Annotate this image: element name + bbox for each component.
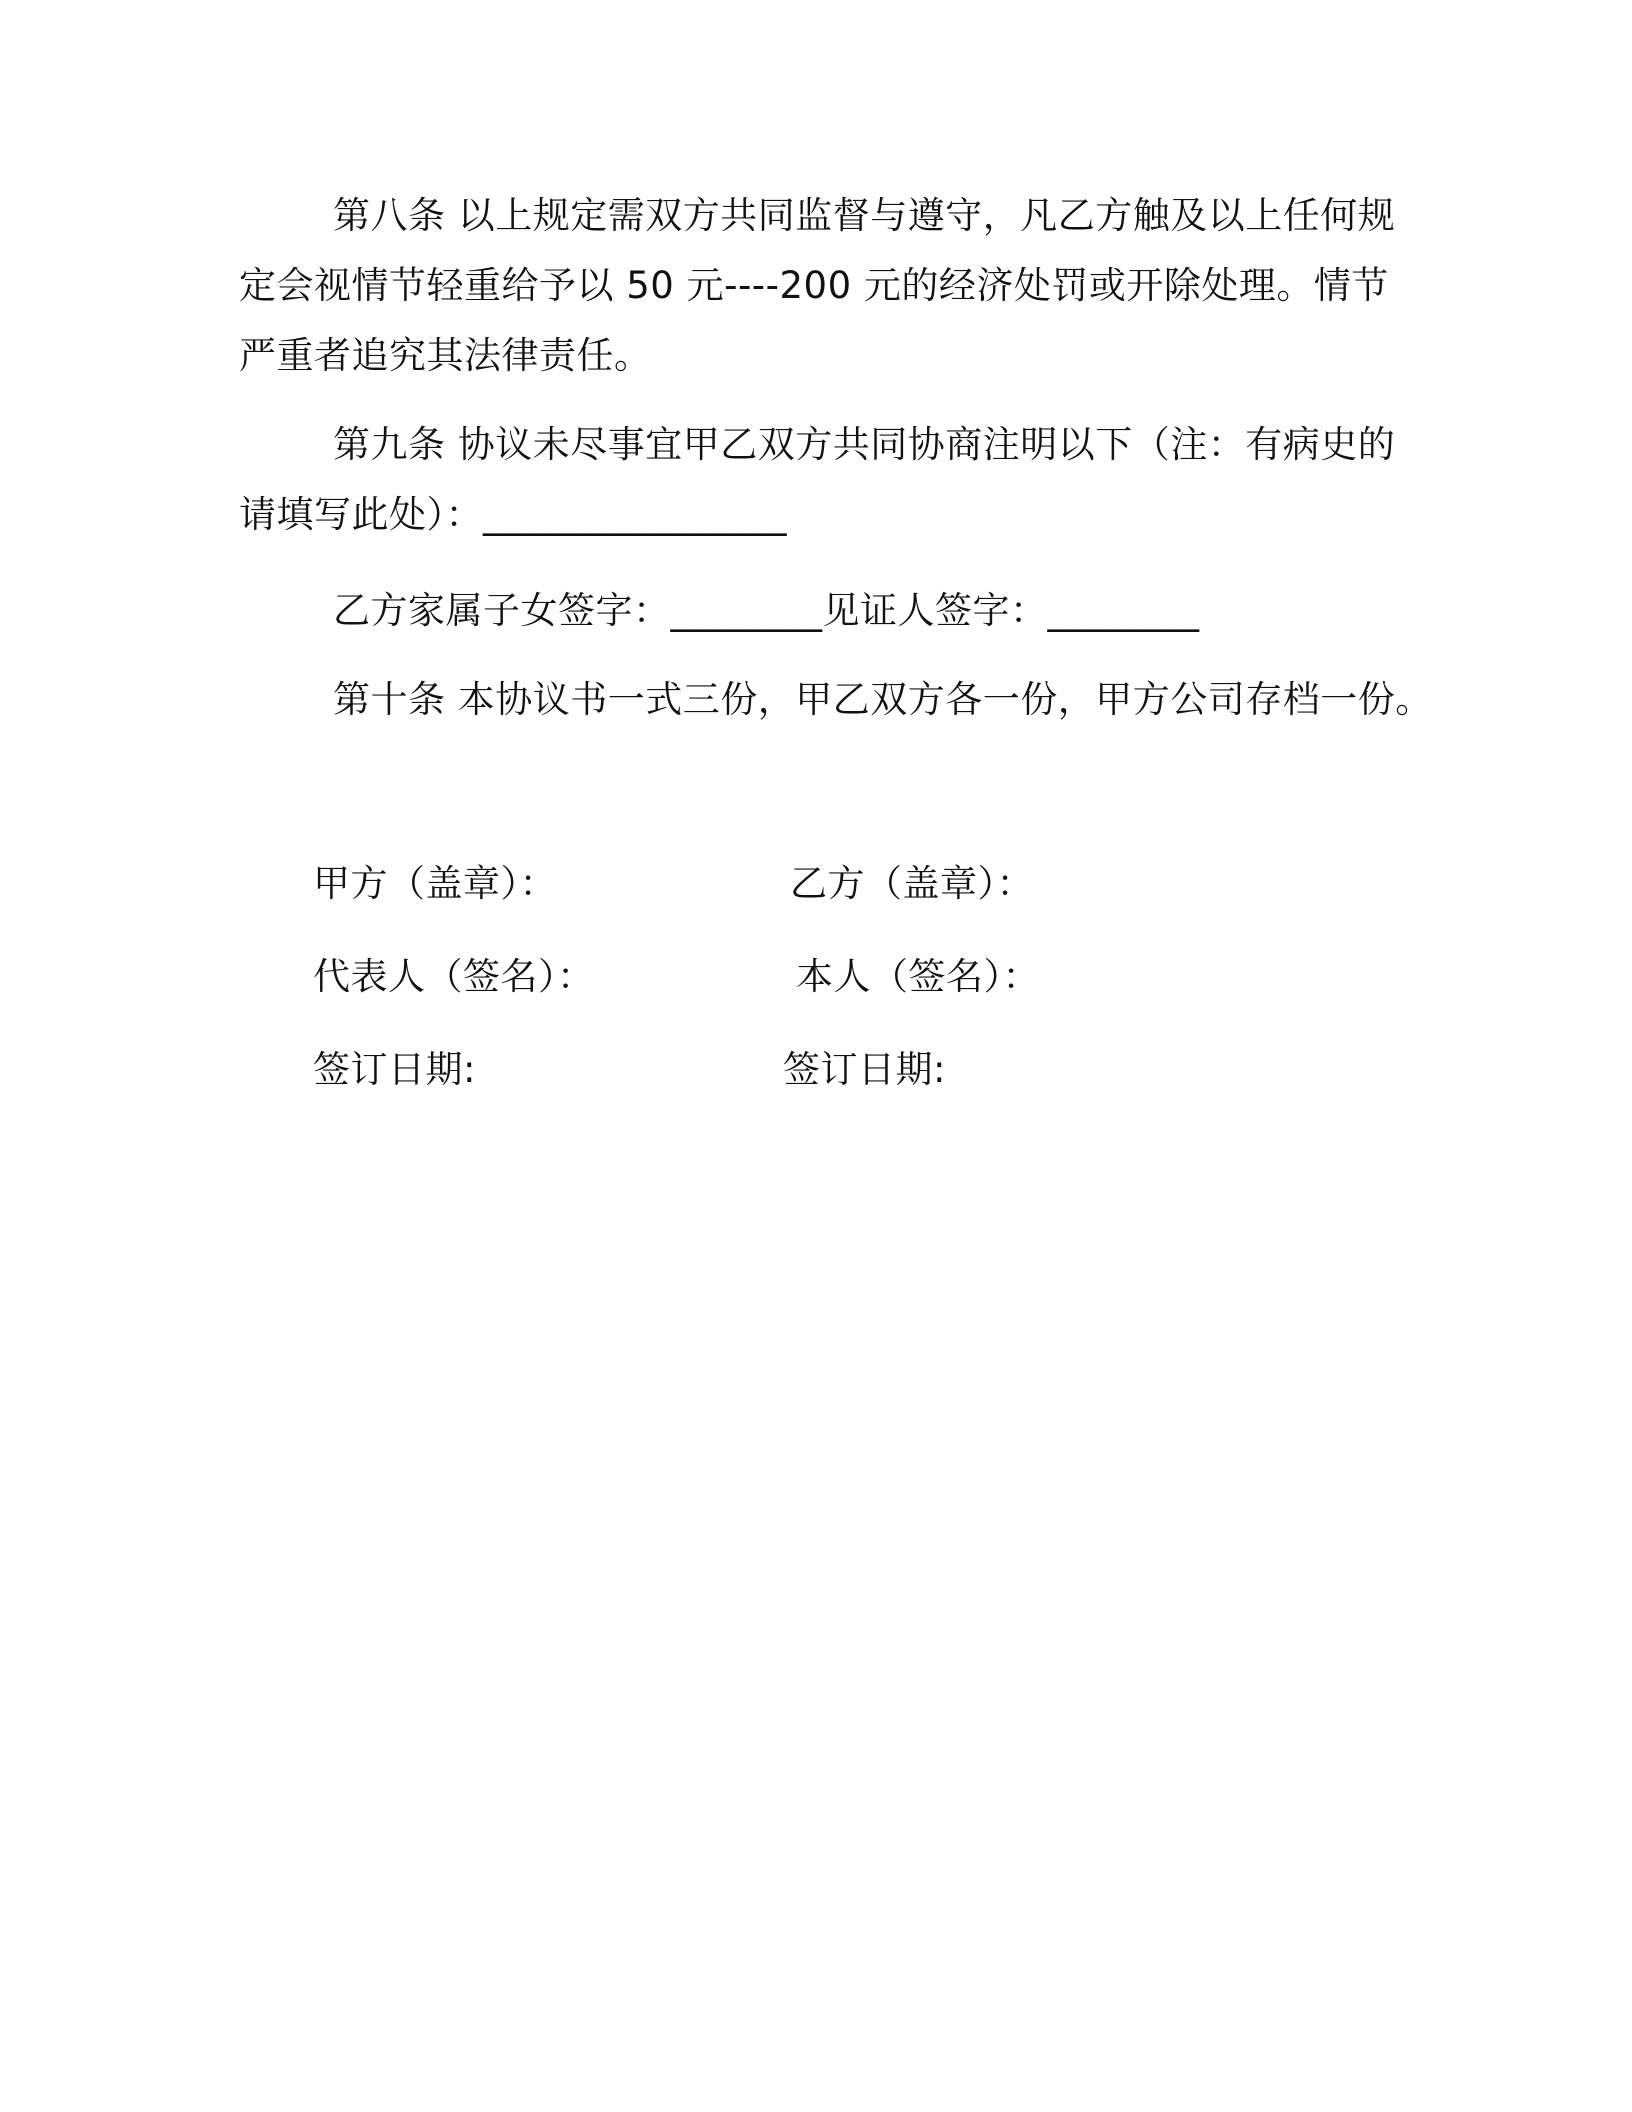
article-9-line-1: 第九条 协议未尽事宜甲乙双方共同协商注明以下（注：有病史的 [333,423,1396,466]
party-a-seal-label: 甲方（盖章）： [313,862,557,905]
party-b-seal-label: 乙方（盖章）： [790,862,1034,905]
article-9-line-2: 请填写此处）：________________ [239,493,787,536]
article-8-line-1: 第八条 以上规定需双方共同监督与遵守，凡乙方触及以上任何规 [333,194,1396,237]
family-witness-signature-line [333,589,1200,633]
party-a-date-label: 签订日期: [313,1048,476,1091]
party-a-representative-label: 代表人（签名）： [313,955,595,998]
article-10: 第十条 本协议书一式三份，甲乙双方各一份，甲方公司存档一份。 [333,678,1433,721]
family-signature-label: 乙方家属子女签字：________ [333,589,823,632]
witness-signature-label: 见证人签字：________ [822,589,1200,632]
party-b-date-label: 签订日期: [783,1048,946,1091]
article-8-line-3: 严重者追究其法律责任。 [239,334,652,377]
party-b-self-signature-label: 本人（签名）： [796,955,1040,998]
article-8-line-2: 定会视情节轻重给予以 50 元----200 元的经济处罚或开除处理。情节 [239,264,1389,307]
